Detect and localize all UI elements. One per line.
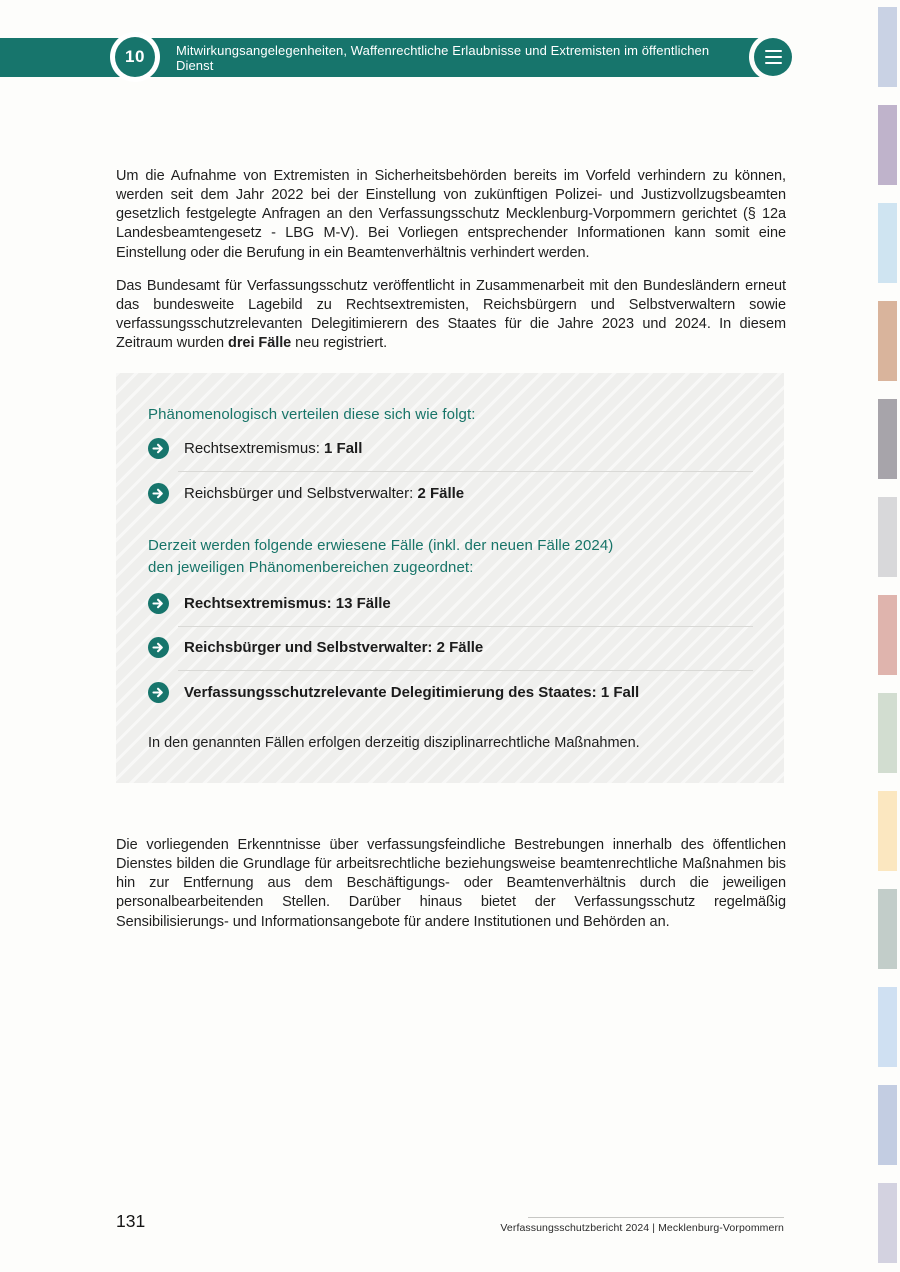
list-item-reichsbuerger-neu (148, 483, 464, 504)
divider (178, 471, 753, 472)
arrow-right-icon (148, 682, 169, 703)
case-summary-box (116, 373, 784, 783)
paragraph-intro: Um die Aufnahme von Extremisten in Sicherheitsbehörden bereits im Vorfeld verhindern zu können, werden seit dem Jahr 2022 bei der Einstellung von zukünftigen Polizei- und Justizvollzugsbeamten gesetzlich festgelegte Anfragen an den Verfassungsschutz Mecklenburg-Vorpommern gerichtet (§ 12a Landesbeamtengesetz - LBG M-V). Bei Vorliegen entsprechender Informationen kann somit eine Einstellung oder die Berufung in ein Beamtenverhältnis verhindert werden. (116, 167, 786, 261)
chapter-tab-12 (878, 1085, 897, 1165)
list-item-delegitimierung (148, 682, 639, 703)
footer-rule (528, 1217, 784, 1218)
arrow-right-icon (148, 483, 169, 504)
hamburger-icon (765, 62, 782, 65)
highlight-drei-faelle: drei Fälle (228, 335, 292, 352)
chapter-tab-9 (878, 791, 897, 871)
paragraph-lagebild (116, 277, 786, 354)
hamburger-icon (765, 50, 782, 53)
paragraph-massnahmen: Die vorliegenden Erkenntnisse über verfassungsfeindliche Bestrebungen innerhalb des öffentlichen Dienstes bilden die Grundlage für arbeitsrechtliche beziehungsweise beamtenrechtliche Maßnahmen bis hin zur Entfernung aus dem Beschäftigungs- oder Beamtenverhältnis durch die jeweiligen personalbearbeitenden Stellen. Darüber hinaus bietet der Verfassungsschutz regelmäßig Sensibilisierungs- und Informationsangebote für andere Institutionen und Behörden an. (116, 836, 786, 930)
divider (178, 670, 753, 671)
chapter-tab-11 (878, 987, 897, 1067)
footer-text: Verfassungsschutzbericht 2024 | Mecklenburg-Vorpommern (500, 1222, 784, 1234)
heading-line: Derzeit werden folgende erwiesene Fälle (inkl. der neuen Fälle 2024) (148, 537, 614, 554)
paragraph-text: Das Bundesamt für Verfassungsschutz veröffentlicht in Zusammenarbeit mit den Bundesländern erneut das bundesweite Lagebild zu Rechtsextremisten, Reichsbürgern und Selbstverwaltern sowie verfassungsschutzrelevanten Delegitimierern des Staates für die Jahre 2023 und 2024. In diesem Zeitraum wurden (116, 277, 786, 352)
list-item-rechtsextremismus-neu (148, 438, 362, 459)
paragraph-text: neu registriert. (291, 335, 388, 352)
box-heading-erwiesene-faelle (148, 535, 613, 579)
divider (178, 626, 753, 627)
chapter-tab-10 (878, 889, 897, 969)
heading-line: den jeweiligen Phänomenbereichen zugeordnet: (148, 559, 474, 576)
list-item-text: Rechtsextremismus: 1 Fall (184, 440, 363, 457)
chapter-number-badge (115, 37, 155, 77)
list-item-reichsbuerger-gesamt (148, 637, 483, 658)
list-item-text: Verfassungsschutzrelevante Delegitimierung des Staates: 1 Fall (184, 684, 640, 701)
arrow-right-icon (148, 438, 169, 459)
list-item-text: Rechtsextremismus: 13 Fälle (184, 595, 391, 612)
box-closing-text: In den genannten Fällen erfolgen derzeitig disziplinarrechtliche Maßnahmen. (148, 735, 640, 751)
chapter-tab-5 (878, 399, 897, 479)
chapter-tab-1 (878, 7, 897, 87)
chapter-tab-8 (878, 693, 897, 773)
arrow-right-icon (148, 593, 169, 614)
chapter-tab-13 (878, 1183, 897, 1263)
chapter-tab-2 (878, 105, 897, 185)
list-item-text: Reichsbürger und Selbstverwalter: 2 Fälle (184, 485, 465, 502)
chapter-tab-3 (878, 203, 897, 283)
chapter-number: 10 (125, 47, 145, 66)
chapter-tab-7 (878, 595, 897, 675)
hamburger-icon (765, 56, 782, 59)
chapter-title: Mitwirkungsangelegenheiten, Waffenrechtliche Erlaubnisse und Extremisten im öffentlichen Dienst (176, 42, 710, 73)
chapter-tab-6 (878, 497, 897, 577)
box-heading-phaenomenologisch: Phänomenologisch verteilen diese sich wie folgt: (148, 406, 476, 423)
page-number: 131 (116, 1211, 146, 1231)
arrow-right-icon (148, 637, 169, 658)
list-item-rechtsextremismus-gesamt (148, 593, 391, 614)
menu-button[interactable] (754, 38, 792, 76)
chapter-tab-4 (878, 301, 897, 381)
list-item-text: Reichsbürger und Selbstverwalter: 2 Fälle (184, 639, 484, 656)
